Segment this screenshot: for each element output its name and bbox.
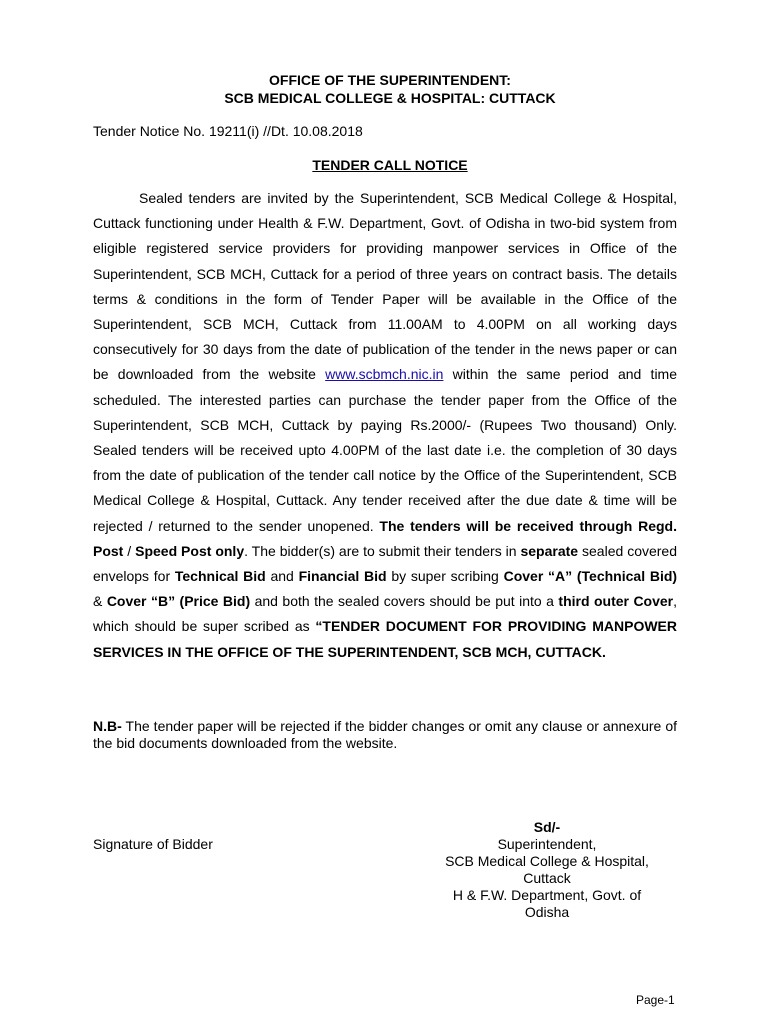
tender-body [93,186,677,665]
signature-city: Cuttack [523,870,571,886]
signature-of-bidder: Signature of Bidder [93,836,213,852]
nb-text: The tender paper will be rejected if the bidder changes or omit any clause or annexure of the bid documents downloaded from the website. [93,718,677,751]
text-ampersand: & [93,593,103,610]
bold-cover-b: Cover “B” (Price Bid) [106,593,251,610]
bold-tender-document-title: “TENDER DOCUMENT FOR PROVIDING MANPOWER SERVICES IN THE OFFICE OF THE SUPERINTENDENT, SCB MCH, CUTTACK. [93,618,677,660]
text-super-scribed: , which should be super scribed as [93,593,678,635]
text-and: and [270,568,294,585]
nb-label: N.B- [93,718,122,734]
bold-third-outer-cover: third outer Cover [558,593,674,610]
signature-state: Odisha [524,904,570,920]
text-super-scribing: by super scribing [391,568,499,585]
text-bidders-submit: . The bidder(s) are to submit their tenders in [244,542,517,559]
website-link[interactable]: www.scbmch.nic.in [325,366,444,383]
signature-designation: Superintendent, [497,836,597,852]
text-sealed-covered: sealed covered envelops for [93,542,678,585]
header-hospital: SCB MEDICAL COLLEGE & HOSPITAL: CUTTACK [224,90,556,106]
bold-speed-post: Speed Post only [135,542,245,559]
text-slash: / [127,542,132,559]
bold-financial-bid: Financial Bid [298,568,387,585]
bold-received-through: The tenders will be received through Regd. Post [93,517,677,559]
tender-notice-number: Tender Notice No. 19211(i) //Dt. 10.08.2018 [93,123,363,139]
bold-cover-a: Cover “A” (Technical Bid) [503,568,678,585]
bold-separate: separate [520,542,579,559]
signature-sd: Sd/- [533,819,561,835]
signature-organization: SCB Medical College & Hospital, [445,853,649,869]
bold-technical-bid: Technical Bid [174,568,266,585]
header-office: OFFICE OF THE SUPERINTENDENT: [269,72,511,88]
body-paragraph-start: Sealed tenders are invited by the Superintendent, SCB Medical College & Hospital, Cuttack functioning under Health & F.W. Department, Govt. of Odisha in two-bid system from eligible registered service providers for providing manpower services in Office of the Superintendent, SCB MCH, Cuttack for a period of three years on contract basis. The details terms & conditions in the form of Tender Paper will be available in the Office of the Superintendent, SCB MCH, Cuttack from 11.00AM to 4.00PM on all working days consecutively for 30 days from the date of publication of the tender in the news paper or can be downloaded from the website [93,190,677,383]
page-number: Page-1 [636,993,675,1007]
page-title: TENDER CALL NOTICE [312,157,468,173]
superintendent-signature-block [420,819,674,921]
body-paragraph-continued: within the same period and time scheduled. The interested parties can purchase the tender paper from the Office of the Superintendent, SCB MCH, Cuttack by paying Rs.2000/- (Rupees Two thousand) Only. Sealed tenders will be received upto 4.00PM of the last date i.e. the completion of 30 days from the date of publication of the tender call notice by the Office of the Superintendent, SCB Medical College & Hospital, Cuttack. Any tender received after the due date & time will be rejected / returned to the sender unopened. [93,366,678,534]
signature-department: H & F.W. Department, Govt. of [452,887,642,903]
text-sealed-covers: and both the sealed covers should be put into a [254,593,554,610]
nb-note [93,718,677,752]
